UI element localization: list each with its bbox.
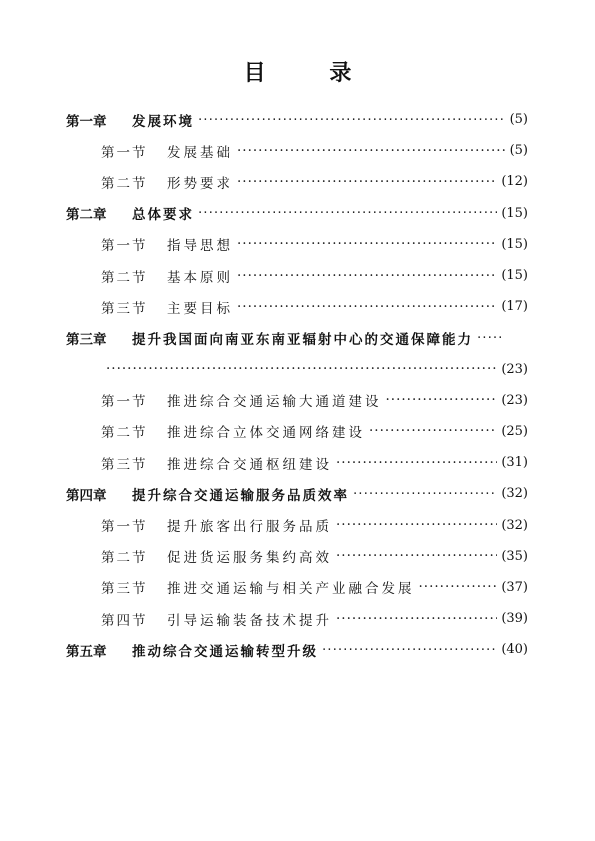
dot-leader [419,579,498,595]
entry-title: 基本原则 [167,269,233,286]
entry-number: 第五章 [66,643,107,660]
entry-number: 第二节 [101,425,148,442]
dot-leader [336,455,497,471]
toc-entry-continuation[interactable] [66,354,528,385]
entry-page: (25) [501,423,528,439]
toc-entry-section[interactable] [66,385,528,416]
toc-entry-section[interactable] [66,541,528,572]
table-of-contents [66,104,528,665]
dot-leader [477,330,501,346]
entry-title: 提升旅客出行服务品质 [167,519,332,536]
toc-entry-section[interactable] [66,509,528,540]
entry-title: 推进综合交通运输大通道建设 [167,394,382,411]
page-title: 目 录 [243,61,380,86]
entry-page: (31) [501,455,528,471]
entry-title: 提升综合交通运输服务品质效率 [132,487,349,504]
entry-page: (15) [501,205,528,221]
dot-leader [353,486,497,502]
entry-page: (17) [501,299,528,315]
entry-number: 第一章 [66,113,107,130]
entry-title: 发展基础 [167,144,233,161]
entry-title: 引导运输装备技术提升 [167,612,332,629]
entry-title: 提升我国面向南亚东南亚辐射中心的交通保障能力 [132,331,473,348]
dot-leader [369,423,497,439]
entry-number: 第一节 [101,238,148,255]
dot-leader [336,548,497,564]
entry-page: (23) [501,392,528,408]
entry-title: 指导思想 [167,238,233,255]
toc-entry-section[interactable] [66,416,528,447]
dot-leader [237,143,506,159]
entry-title: 主要目标 [167,300,233,317]
entry-page: (39) [501,611,528,627]
toc-entry-chapter[interactable] [66,634,528,665]
dot-leader [198,205,497,221]
entry-number: 第一节 [101,519,148,536]
dot-leader [237,268,497,284]
entry-title: 推动综合交通运输转型升级 [132,643,318,660]
entry-title: 促进货运服务集约高效 [167,550,332,567]
dot-leader [386,392,498,408]
dot-leader [336,611,497,627]
entry-page: (40) [501,642,528,658]
toc-entry-chapter[interactable] [66,198,528,229]
dot-leader [198,112,506,128]
entry-number: 第一节 [101,394,148,411]
dot-leader [106,361,497,377]
entry-number: 第四节 [101,612,148,629]
toc-entry-section[interactable] [66,603,528,634]
toc-entry-section[interactable] [66,229,528,260]
entry-page: (37) [501,579,528,595]
entry-page: (35) [501,548,528,564]
entry-title: 推进综合交通枢纽建设 [167,456,332,473]
entry-page: (5) [509,143,528,159]
entry-title: 发展环境 [132,113,194,130]
entry-page: (32) [501,517,528,533]
entry-number: 第二节 [101,550,148,567]
toc-entry-chapter[interactable] [66,104,528,135]
toc-entry-chapter[interactable] [66,322,528,353]
entry-number: 第一节 [101,144,148,161]
dot-leader [237,236,497,252]
dot-leader [336,517,497,533]
dot-leader [237,299,497,315]
entry-title: 推进综合立体交通网络建设 [167,425,365,442]
entry-number: 第三节 [101,300,148,317]
toc-entry-section[interactable] [66,291,528,322]
entry-number: 第二章 [66,207,107,224]
entry-number: 第三章 [66,331,107,348]
entry-number: 第三节 [101,581,148,598]
entry-page: (32) [501,486,528,502]
entry-number: 第四章 [66,487,107,504]
dot-leader [237,174,497,190]
entry-page: (12) [501,174,528,190]
entry-page: (5) [509,112,528,128]
toc-entry-section[interactable] [66,260,528,291]
entry-title: 总体要求 [132,207,194,224]
dot-leader [322,642,497,658]
toc-entry-section[interactable] [66,135,528,166]
entry-number: 第二节 [101,269,148,286]
entry-page: (15) [501,236,528,252]
toc-entry-section[interactable] [66,447,528,478]
toc-entry-section[interactable] [66,166,528,197]
entry-title: 形势要求 [167,175,233,192]
entry-page: (23) [501,361,528,377]
entry-number: 第二节 [101,175,148,192]
toc-entry-chapter[interactable] [66,478,528,509]
toc-entry-section[interactable] [66,572,528,603]
entry-page: (15) [501,268,528,284]
entry-title: 推进交通运输与相关产业融合发展 [167,581,415,598]
entry-number: 第三节 [101,456,148,473]
